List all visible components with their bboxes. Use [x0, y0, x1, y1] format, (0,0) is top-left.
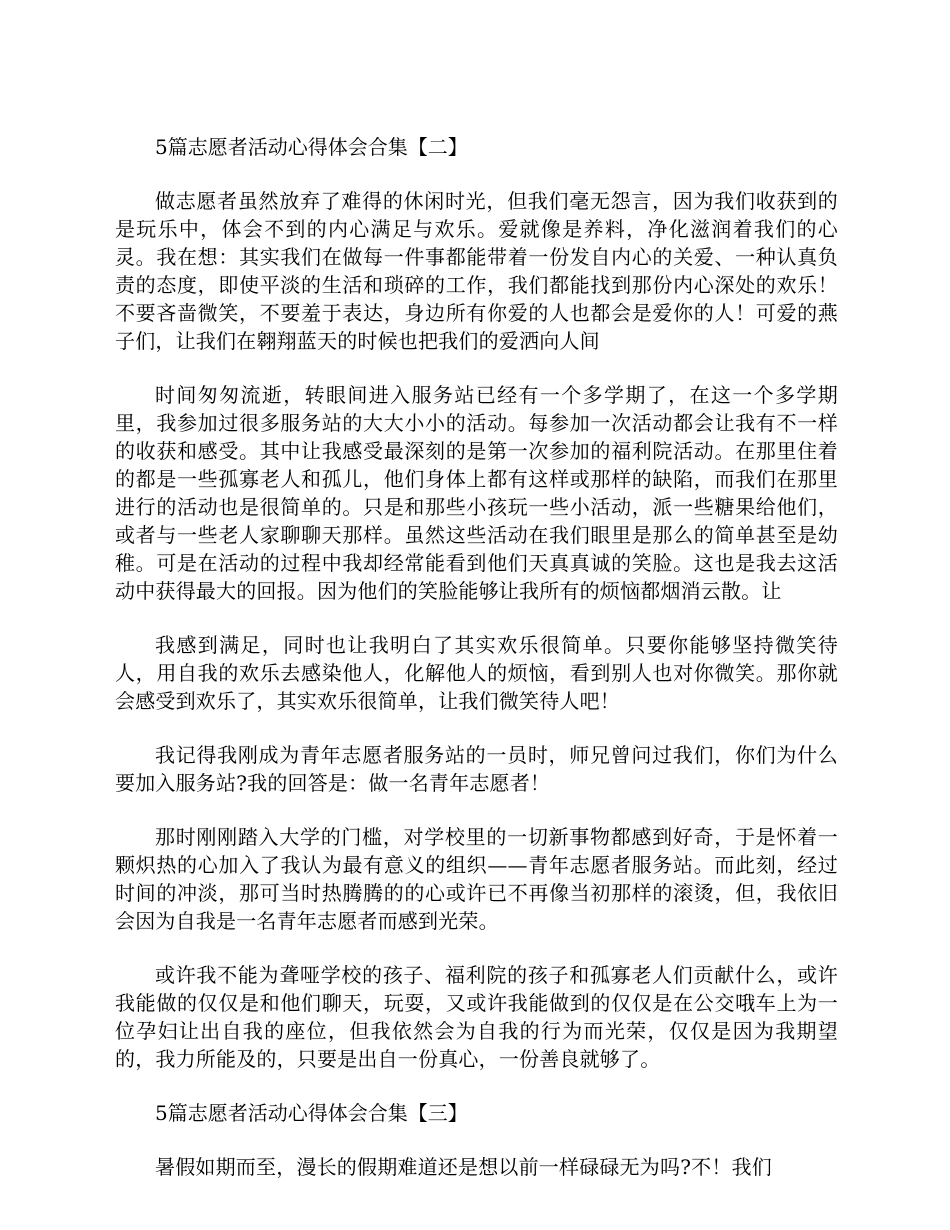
paragraph: 我感到满足，同时也让我明白了其实欢乐很简单。只要你能够坚持微笑待人，用自我的欢乐去感染他人，化解他人的烦恼，看到别人也对你微笑。那你就会感受到欢乐了，其实欢乐很简单，让我们微笑待人吧！ [115, 633, 838, 713]
paragraph: 时间匆匆流逝，转眼间进入服务站已经有一个多学期了，在这一个多学期里，我参加过很多服务站的大大小小的活动。每参加一次活动都会让我有不一样的收获和感受。其中让我感受最深刻的是第一次参加的福利院活动。在那里住着的都是一些孤寡老人和孤儿，他们身体上都有这样或那样的缺陷，而我们在那里进行的活动也是很简单的。只是和那些小孩玩一些小活动，派一些糖果给他们，或者与一些老人家聊聊天那样。虽然这些活动在我们眼里是那么的简单甚至是幼稚。可是在活动的过程中我却经常能看到他们天真真诚的笑脸。这也是我去这活动中获得最大的回报。因为他们的笑脸能够让我所有的烦恼都烟消云散。让 [115, 383, 838, 603]
paragraph: 那时刚刚踏入大学的门槛，对学校里的一切新事物都感到好奇，于是怀着一颗炽热的心加入了我认为最有意义的组织——青年志愿者服务站。而此刻，经过时间的冲淡，那可当时热腾腾的的心或许已不再像当初那样的滚烫，但，我依旧会因为自我是一名青年志愿者而感到光荣。 [115, 825, 838, 933]
paragraph: 暑假如期而至，漫长的假期难道还是想以前一样碌碌无为吗?不！我们 [155, 1155, 772, 1179]
section-heading: 5篇志愿者活动心得体会合集【二】 [155, 135, 468, 159]
section-heading: 5篇志愿者活动心得体会合集【三】 [155, 1101, 468, 1125]
paragraph: 做志愿者虽然放弃了难得的休闲时光，但我们毫无怨言，因为我们收获到的是玩乐中，体会不到的内心满足与欢乐。爱就像是养料，净化滋润着我们的心灵。我在想：其实我们在做每一件事都能带着一份发自内心的关爱、一种认真负责的态度，即使平淡的生活和琐碎的工作，我们都能找到那份内心深处的欢乐！不要吝啬微笑，不要羞于表达，身边所有你爱的人也都会是爱你的人！可爱的燕子们，让我们在翱翔蓝天的时候也把我们的爱洒向人间 [115, 189, 838, 353]
paragraph: 或许我不能为聋哑学校的孩子、福利院的孩子和孤寡老人们贡献什么，或许我能做的仅仅是和他们聊天，玩耍，又或许我能做到的仅仅是在公交哦车上为一位孕妇让出自我的座位，但我依然会为自我的行为而光荣，仅仅是因为我期望的，我力所能及的，只要是出自一份真心，一份善良就够了。 [115, 963, 838, 1071]
paragraph: 我记得我刚成为青年志愿者服务站的一员时，师兄曾问过我们，你们为什么要加入服务站?我的回答是：做一名青年志愿者！ [115, 743, 838, 795]
